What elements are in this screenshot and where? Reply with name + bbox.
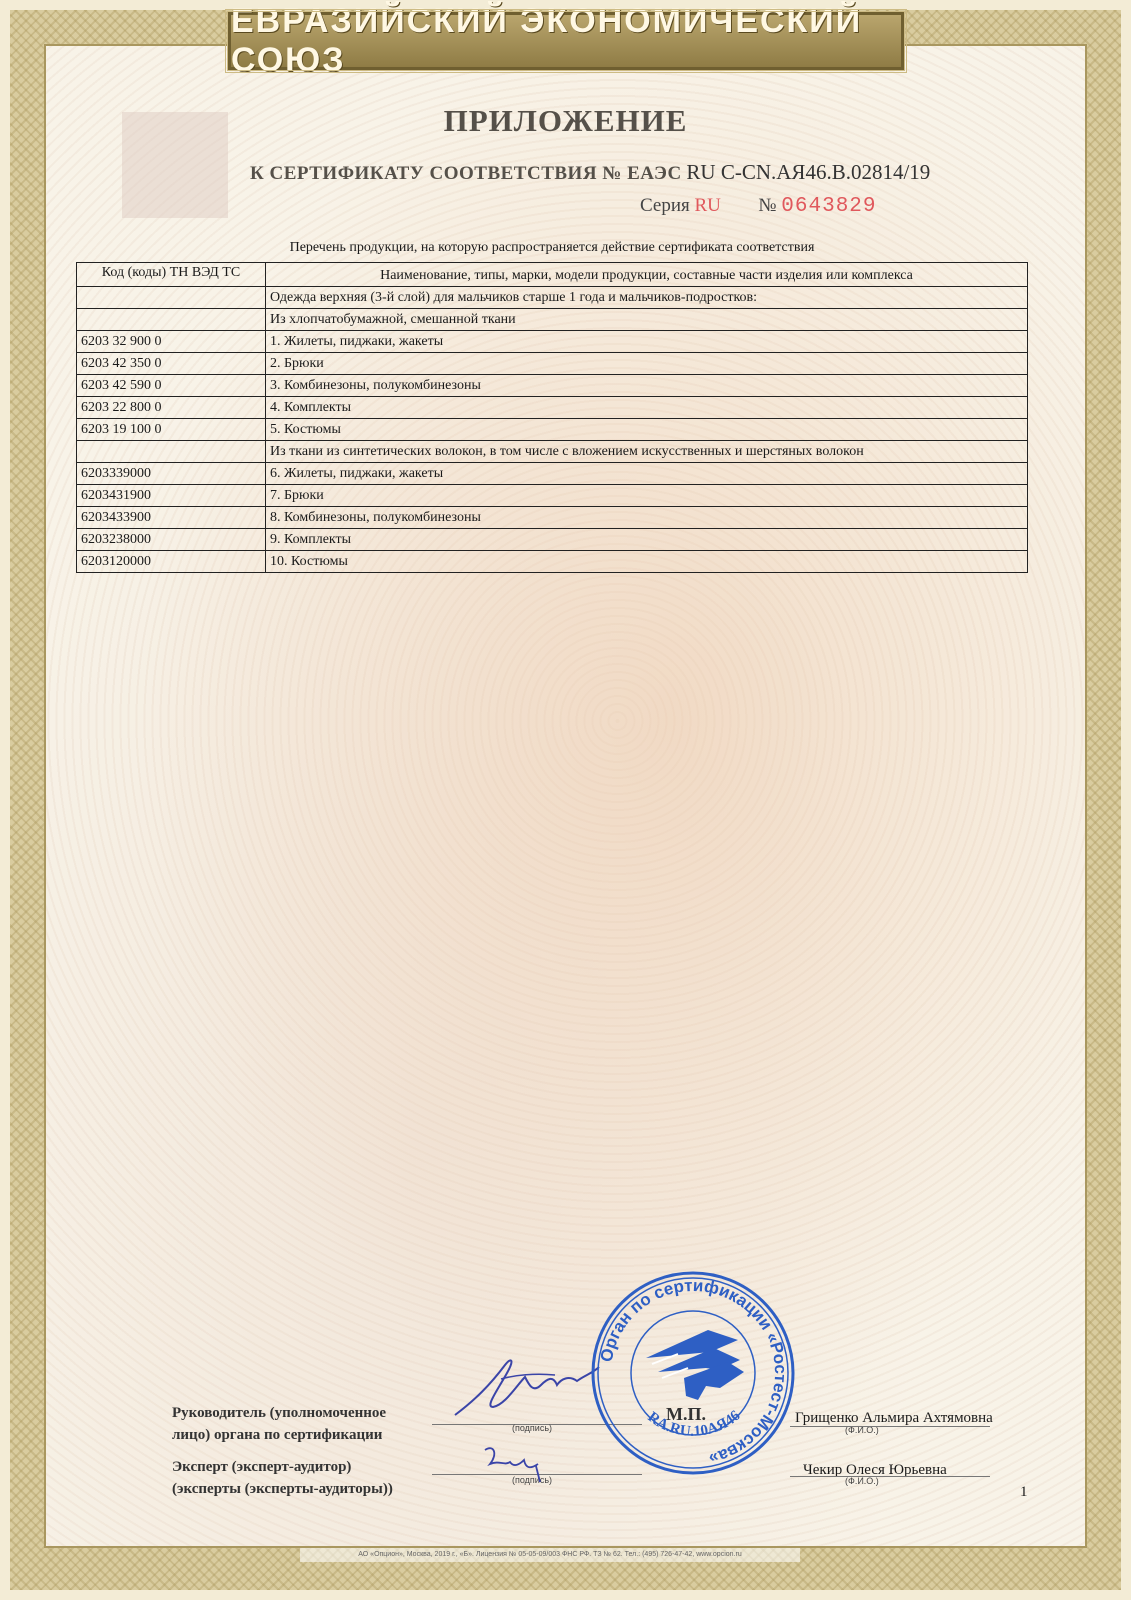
- series-value: RU: [694, 195, 721, 216]
- expert-signature-note: (подпись): [512, 1475, 553, 1485]
- row-code: 6203120000: [77, 551, 266, 573]
- row-name: 5. Костюмы: [266, 419, 1028, 441]
- printer-footer: АО «Опцион», Москва, 2019 г., «Б». Лицензия № 05-05-09/003 ФНС РФ. ТЗ № 62. Тел.: (495) 726-47-42, www.opcion.ru: [300, 1548, 800, 1562]
- row-name: 6. Жилеты, пиджаки, жакеты: [266, 463, 1028, 485]
- head-name-line: [790, 1426, 990, 1427]
- head-signature-note: (подпись): [512, 1423, 553, 1433]
- row-code: 6203 42 350 0: [77, 353, 266, 375]
- table-row: [77, 309, 1028, 331]
- table-row: [77, 507, 1028, 529]
- stamp-logo-icon: [646, 1330, 744, 1400]
- row-code: 6203 19 100 0: [77, 419, 266, 441]
- row-name: 8. Комбинезоны, полукомбинезоны: [266, 507, 1028, 529]
- doc-title: ПРИЛОЖЕНИЕ: [443, 103, 688, 138]
- table-row: [77, 485, 1028, 507]
- row-code: 6203 42 590 0: [77, 375, 266, 397]
- table-caption: Перечень продукции, на которую распространяется действие сертификата соответствия: [289, 240, 815, 255]
- expert-name: Чекир Олеся Юрьевна: [803, 1462, 947, 1478]
- cert-prefix: К СЕРТИФИКАТУ СООТВЕТСТВИЯ № ЕАЭС: [250, 163, 682, 184]
- head-signature-image: [445, 1345, 605, 1425]
- row-code: [77, 441, 266, 463]
- head-fio-note: (Ф.И.О.): [845, 1425, 879, 1435]
- cert-number: RU С-CN.АЯ46.В.02814/19: [686, 160, 931, 184]
- row-name: 1. Жилеты, пиджаки, жакеты: [266, 331, 1028, 353]
- page-number: 1: [1020, 1484, 1028, 1500]
- products-table: [76, 262, 1028, 573]
- head-label-line-1: Руководитель (уполномоченное: [172, 1405, 387, 1421]
- table-row: [77, 397, 1028, 419]
- series-label: Серия: [640, 195, 690, 216]
- stamp-code: RA.RU.10АЯ46: [644, 1407, 744, 1440]
- certification-stamp: [588, 1268, 798, 1478]
- union-banner: [228, 2, 904, 79]
- row-code: 6203238000: [77, 529, 266, 551]
- expert-label-line-2: (эксперты (эксперты-аудиторы)): [172, 1481, 393, 1497]
- row-name: 10. Костюмы: [266, 551, 1028, 573]
- head-label-line-2: лицо) органа по сертификации: [172, 1427, 383, 1443]
- header-name: Наименование, типы, марки, модели продукции, составные части изделия или комплекса: [266, 263, 1028, 287]
- table-row: [77, 353, 1028, 375]
- row-name: 7. Брюки: [266, 485, 1028, 507]
- row-code: 6203339000: [77, 463, 266, 485]
- table-header-row: [77, 263, 1028, 287]
- table-row: [77, 551, 1028, 573]
- head-name: Грищенко Альмира Ахтямовна: [795, 1410, 993, 1426]
- row-name: Одежда верхняя (3-й слой) для мальчиков старше 1 года и мальчиков-подростков:: [266, 287, 1028, 309]
- row-code: 6203 32 900 0: [77, 331, 266, 353]
- table-row: [77, 375, 1028, 397]
- row-name: 9. Комплекты: [266, 529, 1028, 551]
- blank-number: 0643829: [781, 195, 877, 218]
- table-row: [77, 287, 1028, 309]
- row-name: Из хлопчатобумажной, смешанной ткани: [266, 309, 1028, 331]
- row-code: 6203433900: [77, 507, 266, 529]
- number-label: №: [758, 195, 777, 216]
- expert-name-line: [790, 1476, 990, 1477]
- union-title: ЕВРАЗИЙСКИЙ ЭКОНОМИЧЕСКИЙ СОЮЗ: [231, 2, 863, 79]
- table-row: [77, 463, 1028, 485]
- row-name: Из ткани из синтетических волокон, в том числе с вложением искусственных и шерстяных волокон: [266, 441, 1028, 463]
- header-code: Код (коды) ТН ВЭД ТС: [77, 263, 266, 287]
- expert-label-line-1: Эксперт (эксперт-аудитор): [172, 1459, 352, 1475]
- series-line: [640, 195, 970, 225]
- row-code: 6203431900: [77, 485, 266, 507]
- table-row: [77, 331, 1028, 353]
- head-label: [172, 1402, 386, 1446]
- row-name: 3. Комбинезоны, полукомбинезоны: [266, 375, 1028, 397]
- row-name: 4. Комплекты: [266, 397, 1028, 419]
- expert-fio-note: (Ф.И.О.): [845, 1476, 879, 1486]
- table-row: [77, 441, 1028, 463]
- stamp-mp: М.П.: [666, 1404, 706, 1424]
- stamp-ring-text: Орган по сертификации «Ростест-Москва»: [596, 1275, 791, 1469]
- table-row: [77, 529, 1028, 551]
- row-code: [77, 287, 266, 309]
- expert-signature-image: [480, 1440, 570, 1485]
- row-code: 6203 22 800 0: [77, 397, 266, 419]
- table-row: [77, 419, 1028, 441]
- expert-label: [172, 1456, 393, 1500]
- row-code: [77, 309, 266, 331]
- table-body: [77, 287, 1028, 573]
- row-name: 2. Брюки: [266, 353, 1028, 375]
- certificate-line: [250, 160, 1010, 190]
